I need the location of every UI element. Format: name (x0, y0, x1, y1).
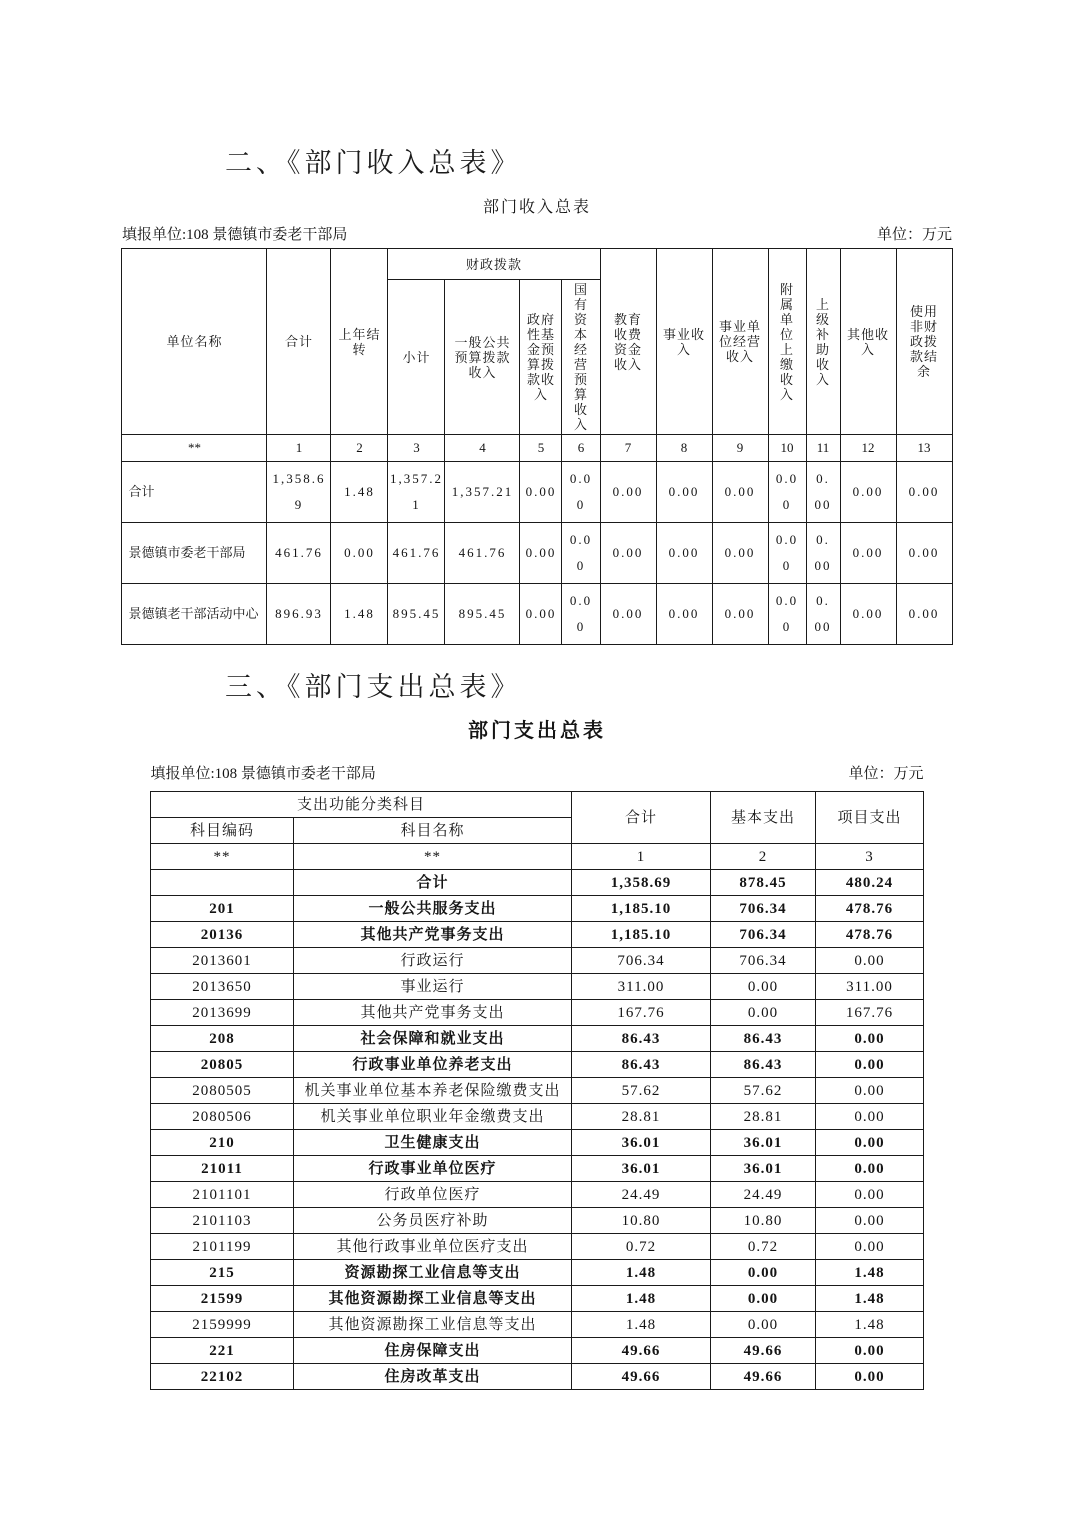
subject-name-cell: 合计 (293, 870, 571, 896)
expense-report-unit-label: 填报单位:108 景德镇市委老干部局 (150, 766, 376, 782)
index-cell: 2 (331, 435, 388, 462)
project-expense-col-header: 项目支出 (816, 792, 924, 844)
total-value-cell: 167.76 (572, 1000, 711, 1026)
project-value-cell: 0.00 (816, 1338, 924, 1364)
income-index-row (122, 435, 952, 462)
income-summary-table (121, 248, 952, 645)
project-value-cell: 0.00 (816, 1208, 924, 1234)
index-cell: ** (150, 844, 293, 870)
index-cell: 3 (388, 435, 445, 462)
project-value-cell: 0.00 (816, 1234, 924, 1260)
subtotal-col-header: 小计 (388, 280, 445, 435)
govt-fund-col-header: 政府性基金预算拨款收入 (520, 280, 562, 435)
subject-code-cell: 2101101 (150, 1182, 293, 1208)
total-value-cell: 86.43 (572, 1026, 711, 1052)
expense-table-row (150, 1286, 923, 1312)
index-cell: 3 (816, 844, 924, 870)
project-value-cell: 0.00 (816, 1156, 924, 1182)
basic-value-cell: 86.43 (711, 1052, 816, 1078)
basic-value-cell: 706.34 (711, 896, 816, 922)
index-cell: 4 (445, 435, 520, 462)
expense-table-row (150, 1208, 923, 1234)
expense-table-row (150, 870, 923, 896)
subject-code-col-header: 科目编码 (150, 818, 293, 844)
subject-code-cell: 221 (150, 1338, 293, 1364)
income-value-cell: 461.76 (388, 523, 445, 584)
subject-name-cell: 公务员医疗补助 (293, 1208, 571, 1234)
income-value-cell: 0.00 (712, 584, 768, 645)
income-report-unit-label: 填报单位:108 景德镇市委老干部局 (122, 227, 348, 243)
subject-name-cell: 行政事业单位养老支出 (293, 1052, 571, 1078)
basic-value-cell: 0.00 (711, 1260, 816, 1286)
income-value-cell: 0.00 (656, 584, 712, 645)
total-value-cell: 1.48 (572, 1260, 711, 1286)
income-value-cell: 0.00 (562, 584, 600, 645)
income-table-row (122, 523, 952, 584)
total-value-cell: 1,358.69 (572, 870, 711, 896)
basic-value-cell: 36.01 (711, 1156, 816, 1182)
unit-name-cell: 合计 (122, 462, 267, 523)
expense-table-row (150, 1104, 923, 1130)
subject-name-cell: 行政单位医疗 (293, 1182, 571, 1208)
project-value-cell: 1.48 (816, 1260, 924, 1286)
subsidiary-remit-col-header: 附属单位上缴收入 (768, 249, 806, 435)
basic-value-cell: 0.00 (711, 1312, 816, 1338)
unit-name-cell: 景德镇老干部活动中心 (122, 584, 267, 645)
basic-value-cell: 0.00 (711, 1286, 816, 1312)
basic-value-cell: 49.66 (711, 1364, 816, 1390)
income-value-cell: 0.00 (896, 523, 952, 584)
expense-table-row (150, 896, 923, 922)
income-value-cell: 0.00 (768, 523, 806, 584)
income-value-cell: 0.00 (562, 523, 600, 584)
total-value-cell: 36.01 (572, 1156, 711, 1182)
expense-table-row (150, 974, 923, 1000)
carryover-col-header: 上年结转 (331, 249, 388, 435)
subject-code-cell: 20136 (150, 922, 293, 948)
income-table-meta (122, 226, 952, 245)
income-table-row (122, 462, 952, 523)
index-cell: 12 (840, 435, 896, 462)
expense-unit-note-label: 单位：万元 (848, 766, 924, 782)
income-header-row-1 (122, 249, 952, 280)
basic-value-cell: 706.34 (711, 922, 816, 948)
total-value-cell: 706.34 (572, 948, 711, 974)
project-value-cell: 167.76 (816, 1000, 924, 1026)
subject-code-cell: 2013601 (150, 948, 293, 974)
expense-table-row (150, 948, 923, 974)
expense-table-row (150, 1338, 923, 1364)
subject-name-cell: 其他资源勘探工业信息等支出 (293, 1312, 571, 1338)
expense-index-row (150, 844, 923, 870)
subject-name-cell: 行政事业单位医疗 (293, 1156, 571, 1182)
education-fee-col-header: 教育收费资金收入 (600, 249, 656, 435)
income-value-cell: 0.00 (896, 462, 952, 523)
index-cell: 10 (768, 435, 806, 462)
total-value-cell: 1.48 (572, 1286, 711, 1312)
fiscal-appropriation-group-header: 财政拨款 (388, 249, 600, 280)
expense-total-col-header: 合计 (572, 792, 711, 844)
general-budget-col-header: 一般公共预算拨款收入 (445, 280, 520, 435)
income-value-cell: 461.76 (445, 523, 520, 584)
income-value-cell: 0.00 (806, 523, 840, 584)
basic-value-cell: 706.34 (711, 948, 816, 974)
subject-code-cell: 21011 (150, 1156, 293, 1182)
project-value-cell: 0.00 (816, 1052, 924, 1078)
income-value-cell: 0.00 (520, 584, 562, 645)
project-value-cell: 0.00 (816, 1130, 924, 1156)
project-value-cell: 0.00 (816, 1182, 924, 1208)
index-cell: 1 (267, 435, 331, 462)
basic-value-cell: 24.49 (711, 1182, 816, 1208)
basic-value-cell: 28.81 (711, 1104, 816, 1130)
income-value-cell: 0.00 (840, 523, 896, 584)
total-value-cell: 10.80 (572, 1208, 711, 1234)
basic-value-cell: 10.80 (711, 1208, 816, 1234)
total-value-cell: 311.00 (572, 974, 711, 1000)
basic-expense-col-header: 基本支出 (711, 792, 816, 844)
expense-table-row (150, 1078, 923, 1104)
state-capital-col-header: 国有资本经营预算收入 (562, 280, 600, 435)
income-value-cell: 0.00 (840, 584, 896, 645)
subject-name-cell: 住房改革支出 (293, 1364, 571, 1390)
income-section-heading: 二、《部门收入总表》 (225, 148, 522, 178)
income-value-cell: 0.00 (600, 462, 656, 523)
subject-code-cell: 208 (150, 1026, 293, 1052)
project-value-cell: 0.00 (816, 1078, 924, 1104)
index-cell: 13 (896, 435, 952, 462)
expense-table-row (150, 1260, 923, 1286)
basic-value-cell: 57.62 (711, 1078, 816, 1104)
project-value-cell: 0.00 (816, 1364, 924, 1390)
income-value-cell: 0.00 (656, 462, 712, 523)
income-value-cell: 0.00 (840, 462, 896, 523)
expense-section-heading: 三、《部门支出总表》 (225, 672, 522, 702)
basic-value-cell: 86.43 (711, 1026, 816, 1052)
total-value-cell: 1,185.10 (572, 896, 711, 922)
expense-table-row (150, 1312, 923, 1338)
function-classification-group-header: 支出功能分类科目 (150, 792, 571, 818)
expense-header-row-1 (150, 792, 923, 818)
expense-table-row (150, 1026, 923, 1052)
subject-code-cell: 22102 (150, 1364, 293, 1390)
expense-table-meta (151, 765, 924, 784)
basic-value-cell: 878.45 (711, 870, 816, 896)
income-value-cell: 0.00 (712, 523, 768, 584)
unit-name-col-header: 单位名称 (122, 249, 267, 435)
index-cell: 7 (600, 435, 656, 462)
income-value-cell: 0.00 (768, 462, 806, 523)
subject-name-cell: 其他资源勘探工业信息等支出 (293, 1286, 571, 1312)
income-value-cell: 0.00 (896, 584, 952, 645)
subject-code-cell: 20805 (150, 1052, 293, 1078)
subject-code-cell: 2013699 (150, 1000, 293, 1026)
income-value-cell: 0.00 (331, 523, 388, 584)
index-cell: 2 (711, 844, 816, 870)
expense-table-row (150, 922, 923, 948)
total-value-cell: 1.48 (572, 1312, 711, 1338)
total-value-cell: 0.72 (572, 1234, 711, 1260)
income-unit-note-label: 单位：万元 (876, 227, 952, 243)
total-col-header: 合计 (267, 249, 331, 435)
income-value-cell: 896.93 (267, 584, 331, 645)
basic-value-cell: 36.01 (711, 1130, 816, 1156)
subject-code-cell: 2159999 (150, 1312, 293, 1338)
subject-code-cell: 201 (150, 896, 293, 922)
total-value-cell: 36.01 (572, 1130, 711, 1156)
subject-name-cell: 社会保障和就业支出 (293, 1026, 571, 1052)
total-value-cell: 57.62 (572, 1078, 711, 1104)
subject-name-cell: 卫生健康支出 (293, 1130, 571, 1156)
index-cell: 1 (572, 844, 711, 870)
expense-table-row (150, 1364, 923, 1390)
total-value-cell: 24.49 (572, 1182, 711, 1208)
subject-name-col-header: 科目名称 (293, 818, 571, 844)
project-value-cell: 478.76 (816, 896, 924, 922)
subject-name-cell: 机关事业单位基本养老保险缴费支出 (293, 1078, 571, 1104)
index-cell: 9 (712, 435, 768, 462)
income-value-cell: 1.48 (331, 584, 388, 645)
total-value-cell: 1,185.10 (572, 922, 711, 948)
expense-table-row (150, 1130, 923, 1156)
subject-name-cell: 行政运行 (293, 948, 571, 974)
index-cell: ** (293, 844, 571, 870)
subject-name-cell: 事业运行 (293, 974, 571, 1000)
income-value-cell: 0.00 (600, 584, 656, 645)
subject-name-cell: 资源勘探工业信息等支出 (293, 1260, 571, 1286)
project-value-cell: 1.48 (816, 1312, 924, 1338)
income-value-cell: 1,358.69 (267, 462, 331, 523)
index-cell: 5 (520, 435, 562, 462)
subject-code-cell: 215 (150, 1260, 293, 1286)
project-value-cell: 480.24 (816, 870, 924, 896)
subject-name-cell: 一般公共服务支出 (293, 896, 571, 922)
subject-name-cell: 住房保障支出 (293, 1338, 571, 1364)
total-value-cell: 28.81 (572, 1104, 711, 1130)
income-value-cell: 0.00 (520, 523, 562, 584)
expense-table-row (150, 1234, 923, 1260)
subject-name-cell: 其他共产党事务支出 (293, 922, 571, 948)
total-value-cell: 49.66 (572, 1364, 711, 1390)
income-value-cell: 1,357.21 (445, 462, 520, 523)
expense-table-title: 部门支出总表 (468, 720, 606, 742)
income-value-cell: 0.00 (768, 584, 806, 645)
operating-income-col-header: 事业单位经营收入 (712, 249, 768, 435)
income-value-cell: 895.45 (445, 584, 520, 645)
subject-code-cell: 210 (150, 1130, 293, 1156)
income-table-title: 部门收入总表 (482, 199, 591, 216)
basic-value-cell: 0.72 (711, 1234, 816, 1260)
total-value-cell: 49.66 (572, 1338, 711, 1364)
expense-table-row (150, 1182, 923, 1208)
project-value-cell: 0.00 (816, 1026, 924, 1052)
project-value-cell: 0.00 (816, 948, 924, 974)
subject-code-cell: 2080505 (150, 1078, 293, 1104)
subject-code-cell: 2080506 (150, 1104, 293, 1130)
income-value-cell: 0.00 (520, 462, 562, 523)
income-value-cell: 895.45 (388, 584, 445, 645)
expense-table-row (150, 1156, 923, 1182)
project-value-cell: 311.00 (816, 974, 924, 1000)
non-fiscal-balance-col-header: 使用非财政拨款结余 (896, 249, 952, 435)
income-value-cell: 0.00 (562, 462, 600, 523)
superior-subsidy-col-header: 上级补助收入 (806, 249, 840, 435)
index-cell: 6 (562, 435, 600, 462)
income-value-cell: 1.48 (331, 462, 388, 523)
index-cell: 11 (806, 435, 840, 462)
expense-table-row (150, 1000, 923, 1026)
index-cell: 8 (656, 435, 712, 462)
unit-name-cell: 景德镇市委老干部局 (122, 523, 267, 584)
income-value-cell: 1,357.21 (388, 462, 445, 523)
income-value-cell: 0.00 (600, 523, 656, 584)
subject-code-cell: 2101199 (150, 1234, 293, 1260)
basic-value-cell: 0.00 (711, 1000, 816, 1026)
basic-value-cell: 49.66 (711, 1338, 816, 1364)
subject-name-cell: 机关事业单位职业年金缴费支出 (293, 1104, 571, 1130)
other-income-col-header: 其他收入 (840, 249, 896, 435)
income-table-row (122, 584, 952, 645)
subject-name-cell: 其他共产党事务支出 (293, 1000, 571, 1026)
project-value-cell: 478.76 (816, 922, 924, 948)
basic-value-cell: 0.00 (711, 974, 816, 1000)
income-value-cell: 0.00 (806, 584, 840, 645)
income-value-cell: 0.00 (656, 523, 712, 584)
subject-code-cell (150, 870, 293, 896)
income-value-cell: 461.76 (267, 523, 331, 584)
index-cell: ** (122, 435, 267, 462)
expense-table-row (150, 1052, 923, 1078)
income-value-cell: 0.00 (806, 462, 840, 523)
subject-name-cell: 其他行政事业单位医疗支出 (293, 1234, 571, 1260)
subject-code-cell: 2013650 (150, 974, 293, 1000)
project-value-cell: 0.00 (816, 1104, 924, 1130)
business-income-col-header: 事业收入 (656, 249, 712, 435)
total-value-cell: 86.43 (572, 1052, 711, 1078)
subject-code-cell: 2101103 (150, 1208, 293, 1234)
subject-code-cell: 21599 (150, 1286, 293, 1312)
expense-summary-table (150, 791, 924, 1390)
project-value-cell: 1.48 (816, 1286, 924, 1312)
income-value-cell: 0.00 (712, 462, 768, 523)
